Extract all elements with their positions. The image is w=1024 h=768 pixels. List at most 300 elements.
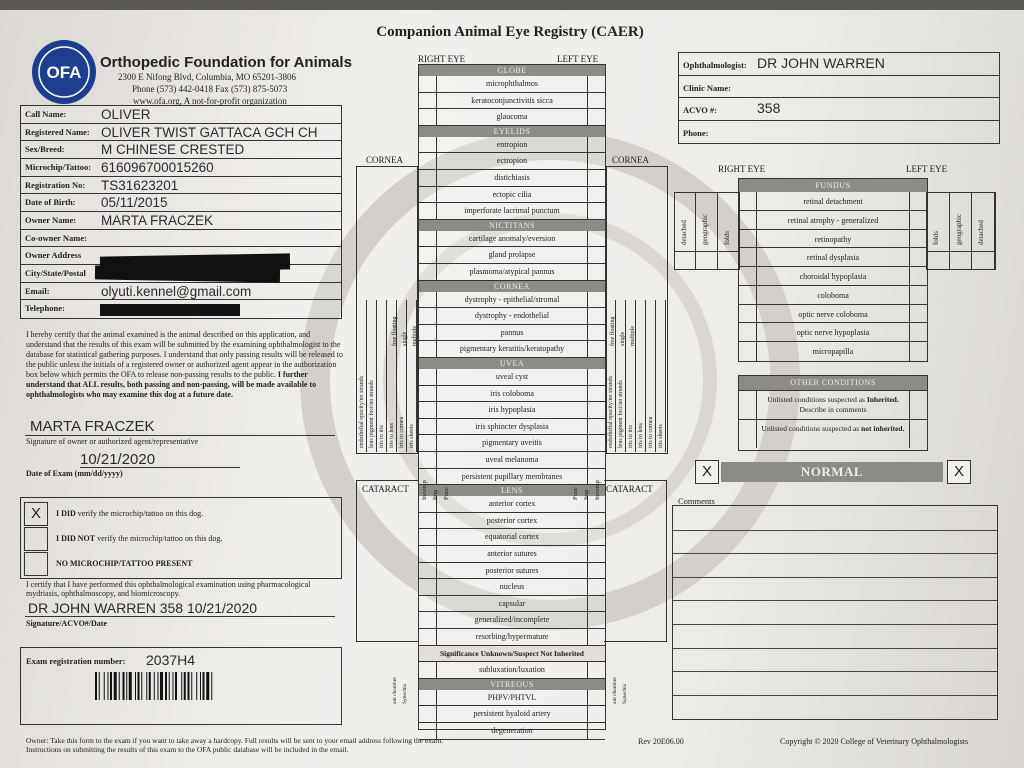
dog-info-table [20,105,342,319]
org-phone: Phone (573) 442-0418 Fax (573) 875-5073 [132,84,288,94]
dog-field-label: Date of Birth: [25,197,76,208]
fundus-side-label: geographic [954,213,963,245]
finding-label: ectropion [496,156,528,166]
fundus-label: micropapilla [812,347,854,357]
finding-left-checkbox[interactable] [587,170,605,186]
finding-label: PHPV/PHTVL [487,692,537,702]
side-check-column[interactable] [397,300,407,452]
redacted-phone [100,304,240,316]
fundus-side-checkbox[interactable] [718,251,739,269]
cornea-side-label: single [620,331,626,346]
fundus-right-checkbox[interactable] [739,192,757,210]
fundus-table [738,178,928,362]
finding-row [419,153,605,170]
fundus-right-checkbox[interactable] [739,305,757,323]
cornea-side-label: single [402,331,408,346]
fundus-label: retinal atrophy - generalized [787,215,879,225]
certify-text: I hereby certify that the animal examined is the animal described on this application, and understand that the results of this exam will be submitted by the examining ophthalmologist to the database for statistical gathering purposes. I understand that only passing results will be released to the public unless the initials of a registered owner or authorized agent appear in the authorization box below which permits the OFA to release non-passing results to the public. [26,330,344,379]
verify-option-bold: I DID [56,509,76,518]
dog-field-label: Microchip/Tattoo: [25,162,92,172]
finding-right-checkbox[interactable] [419,264,437,280]
finding-row [419,546,605,563]
dog-field-label: Email: [25,285,50,296]
finding-row [419,369,605,386]
fundus-side-column[interactable] [950,193,973,251]
finding-label: plasmoma/atypical pannus [469,267,555,276]
dog-field-label: Registration No: [25,179,86,190]
finding-right-checkbox[interactable] [419,629,437,645]
vitreous-side-label: Synechia [402,683,408,704]
cataract-box-right [356,480,419,642]
center-left-eye-label: LEFT EYE [557,54,599,64]
other-condition-label [761,424,905,434]
fundus-right-checkbox[interactable] [739,248,757,266]
finding-label: entropion [496,139,528,149]
dog-field-value[interactable]: olyuti.kennel@gmail.com [101,283,252,299]
finding-row [419,325,605,342]
finding-left-checkbox[interactable] [587,723,605,739]
svg-text:OFA: OFA [46,63,82,82]
finding-row [419,231,605,248]
cornea-side-label: free floating [610,316,616,346]
exam-reg-label: Exam registration number: [26,656,126,666]
finding-right-checkbox[interactable] [419,402,437,418]
dog-field-label: Telephone: [25,303,65,314]
cataract-column-label: Punc [443,487,450,500]
cataract-column-label: Punc [572,487,579,500]
center-findings-table [418,64,606,735]
other-conditions-header: OTHER CONDITIONS [739,376,927,390]
finding-right-checkbox[interactable] [419,563,437,579]
fundus-side-right [674,192,740,270]
cornea-label-left: CORNEA [612,155,650,165]
side-column-label: iris to cornea [647,416,654,448]
fundus-side-column[interactable] [718,193,739,251]
finding-left-checkbox[interactable] [587,612,605,628]
finding-label: distichiasis [494,173,530,182]
finding-row [419,93,605,110]
dog-field-row [21,159,341,177]
fundus-label: choroidal hypoplasia [799,272,867,282]
finding-label: imperforate lacrimal punctum [464,206,560,216]
finding-right-checkbox[interactable] [419,662,437,678]
finding-right-checkbox[interactable] [419,153,437,169]
finding-right-checkbox[interactable] [419,706,437,722]
fundus-side-label: folds [932,231,940,245]
cataract-column-label: Incomp [594,480,601,500]
other-condition-text: Unlisted conditions suspected as [767,395,867,404]
fundus-side-column[interactable] [927,193,950,251]
finding-right-checkbox[interactable] [419,690,437,706]
finding-label: cartilage anomaly/eversion [468,233,556,243]
finding-row [419,203,605,220]
comment-line [673,671,997,672]
finding-label: ectopic cilia [492,189,532,199]
dog-field-value[interactable]: MARTA FRACZEK [101,213,214,228]
cataract-label-right: CATARACT [362,484,409,494]
comments-box[interactable] [672,505,998,720]
finding-left-checkbox[interactable] [587,137,605,153]
dog-field-label: Co-owner Name: [25,232,87,243]
finding-left-checkbox[interactable] [587,203,605,219]
section-header: UVEA [419,358,605,369]
comments-label: Comments [678,496,715,506]
finding-left-checkbox[interactable] [587,308,605,324]
fundus-right-eye-label: RIGHT EYE [718,164,766,174]
finding-label: iris coloboma [490,388,534,398]
fundus-side-checkbox[interactable] [950,251,973,269]
finding-row [419,513,605,530]
other-condition-bold: not inherited. [861,424,905,433]
comment-line [673,553,997,554]
finding-label: glaucoma [496,112,528,122]
normal-label: NORMAL [721,462,943,482]
finding-row [419,137,605,154]
finding-right-checkbox[interactable] [419,369,437,385]
fundus-left-checkbox[interactable] [909,248,927,266]
fundus-side-column[interactable] [972,193,995,251]
finding-label: generalized/incomplete [474,615,550,625]
fundus-left-checkbox[interactable] [909,267,927,285]
finding-row [419,563,605,580]
fundus-side-checkbox[interactable] [696,251,717,269]
finding-left-checkbox[interactable] [587,452,605,468]
finding-right-checkbox[interactable] [419,203,437,219]
ophthalmologist-field-value[interactable]: DR JOHN WARREN [757,55,885,71]
dog-field-row [21,141,341,159]
finding-left-checkbox[interactable] [587,546,605,562]
ophthalmologist-field-value[interactable]: 358 [757,100,781,116]
fundus-side-checkbox[interactable] [675,251,696,269]
finding-label: degeneration [491,726,533,735]
ophthalmologist-field-row [679,76,999,99]
other-condition-left-checkbox[interactable] [909,391,927,419]
finding-right-checkbox[interactable] [419,247,437,263]
finding-left-checkbox[interactable] [587,264,605,280]
side-check-column[interactable] [357,300,367,452]
other-condition-label [761,395,905,415]
normal-right-checkbox[interactable]: X [695,460,719,484]
owner-signature-label: Signature of owner or authorized agent/representative [26,437,199,446]
finding-label: dystrophy - endothelial [474,311,550,321]
comment-line [673,648,997,649]
normal-bar [695,460,971,484]
finding-row [419,612,605,629]
fundus-row [739,323,927,342]
fundus-right-checkbox[interactable] [739,267,757,285]
revision: Rev 20E06.00 [638,737,684,746]
finding-left-checkbox[interactable] [587,579,605,595]
dog-field-row [21,177,341,195]
fundus-side-checkbox[interactable] [972,251,995,269]
finding-right-checkbox[interactable] [419,612,437,628]
finding-left-checkbox[interactable] [587,292,605,308]
fundus-right-checkbox[interactable] [739,323,757,341]
fundus-row [739,286,927,305]
verify-option-label [56,559,192,568]
owner-certification [26,330,344,400]
finding-left-checkbox[interactable] [587,325,605,341]
verify-checkbox[interactable]: X [24,502,48,526]
ophthalmologist-field-row [679,98,999,121]
verify-checkbox[interactable] [24,552,48,576]
finding-label: uveal melanoma [485,455,539,464]
finding-left-checkbox[interactable] [587,76,605,92]
finding-right-checkbox[interactable] [419,137,437,153]
side-column-label: endothelial opacity/no strands [607,376,614,448]
fundus-side-label: detached [977,220,986,245]
finding-row [419,308,605,325]
exam-reg-number: 2037H4 [146,652,196,668]
side-columns-right-eye [357,300,417,452]
fundus-label: retinal detachment [803,197,863,206]
normal-left-checkbox[interactable]: X [947,460,971,484]
dog-field-label: Sex/Breed: [25,144,65,155]
finding-left-checkbox[interactable] [587,153,605,169]
fundus-header: FUNDUS [739,179,927,192]
finding-label: anterior cortex [488,499,536,509]
finding-row [419,579,605,596]
cataract-box-left [604,480,667,642]
scan-top-edge [0,0,1024,10]
finding-left-checkbox[interactable] [587,435,605,451]
finding-left-checkbox[interactable] [587,629,605,645]
side-check-column[interactable] [367,300,377,452]
side-column-label: iris to iris [378,424,385,448]
fundus-right-checkbox[interactable] [739,286,757,304]
comment-line [673,577,997,578]
cornea-side-label: multiple [412,326,418,346]
section-header: EYELIDS [419,126,605,137]
finding-label: pigmentary keratitis/keratopathy [459,344,565,354]
cornea-side-label: free floating [392,316,398,346]
finding-row [419,662,605,679]
fundus-row [739,267,927,286]
fundus-left-checkbox[interactable] [909,342,927,361]
finding-right-checkbox[interactable] [419,529,437,545]
dog-field-value[interactable]: OLIVER TWIST GATTACA GCH CH [101,124,318,140]
finding-label: posterior sutures [485,565,539,575]
comment-line [673,530,997,531]
finding-left-checkbox[interactable] [587,402,605,418]
finding-right-checkbox[interactable] [419,513,437,529]
section-header: VITREOUS [419,679,605,690]
other-condition-text: Unlisted conditions suspected as [761,424,862,433]
fundus-side-column[interactable] [675,193,696,251]
fundus-left-checkbox[interactable] [909,192,927,210]
fundus-left-checkbox[interactable] [909,211,927,229]
fundus-label: optic nerve coloboma [798,309,868,319]
fundus-side-checkbox[interactable] [927,251,950,269]
finding-right-checkbox[interactable] [419,109,437,125]
finding-label: capsular [498,598,526,608]
side-check-column[interactable] [377,300,387,452]
fundus-row [739,230,927,249]
finding-right-checkbox[interactable] [419,231,437,247]
other-condition-left-checkbox[interactable] [909,420,927,448]
finding-right-checkbox[interactable] [419,386,437,402]
cataract-column-label: Imp [432,489,439,500]
finding-right-checkbox[interactable] [419,596,437,612]
side-column-label: iris sheets [657,424,664,448]
finding-row [419,419,605,436]
finding-label: pigmentary uveitis [482,438,542,448]
finding-left-checkbox[interactable] [587,93,605,109]
dog-field-label: Owner Name: [25,215,77,225]
ofa-logo-icon [30,38,98,106]
ophthalmologist-field-label: Ophthalmologist: [683,60,747,70]
side-column-label: endothelial opacity/no strands [358,376,365,448]
fundus-side-column[interactable] [696,193,717,251]
finding-right-checkbox[interactable] [419,325,437,341]
side-check-column[interactable] [636,300,646,452]
exam-date-label: Date of Exam (mm/dd/yyyy) [26,469,123,478]
finding-label: resorbing/hypermature [475,632,549,641]
fundus-row [739,305,927,324]
other-condition-right-checkbox[interactable] [739,420,757,448]
certify-bold-text: I further understand that ALL results, both passing and non-passing, will be made available to ophthalmologists who may examine this dog at a future date. [26,370,317,399]
dog-field-value[interactable]: M CHINESE CRESTED [101,142,245,158]
verify-option-text: verify the microchip/tattoo on this dog. [75,509,204,518]
verify-items [24,502,324,578]
section-header: NICTITANS [419,220,605,231]
finding-row [419,76,605,93]
vitreous-side-label: Synechia [622,683,628,704]
dog-field-value[interactable]: OLIVER [101,107,151,122]
finding-right-checkbox[interactable] [419,187,437,203]
finding-label: gland prolapse [488,250,536,260]
finding-right-checkbox[interactable] [419,419,437,435]
finding-left-checkbox[interactable] [587,529,605,545]
fundus-right-checkbox[interactable] [739,342,757,361]
finding-left-checkbox[interactable] [587,369,605,385]
side-check-column[interactable] [407,300,417,452]
finding-left-checkbox[interactable] [587,662,605,678]
finding-row [419,247,605,264]
verify-checkbox[interactable] [24,527,48,551]
side-check-column[interactable] [616,300,626,452]
finding-left-checkbox[interactable] [587,513,605,529]
finding-right-checkbox[interactable] [419,292,437,308]
finding-left-checkbox[interactable] [587,690,605,706]
verify-option-label [56,534,222,543]
finding-label: persistent hyaloid artery [473,709,551,719]
verify-option-label [56,509,203,518]
dog-field-value[interactable]: TS31623201 [101,177,179,193]
cataract-label-left: CATARACT [606,484,653,494]
finding-row [419,435,605,452]
finding-right-checkbox[interactable] [419,579,437,595]
verify-option-bold: NO MICROCHIP/TATTOO PRESENT [56,559,193,568]
fundus-left-checkbox[interactable] [909,323,927,341]
fundus-row [739,342,927,361]
other-condition-bold: Inherited. [866,395,899,404]
fundus-side-label: folds [722,231,731,245]
other-condition-after: Describe in comments [799,405,867,414]
finding-label: posterior cortex [486,515,538,525]
significance-header: Significance Unknown/Suspect Not Inherited [419,646,605,663]
finding-right-checkbox[interactable] [419,341,437,357]
finding-right-checkbox[interactable] [419,308,437,324]
fundus-left-checkbox[interactable] [909,305,927,323]
finding-left-checkbox[interactable] [587,109,605,125]
section-header: CORNEA [419,281,605,292]
finding-right-checkbox[interactable] [419,93,437,109]
examiner-signature-label: Signature/ACVO#/Date [26,619,108,628]
finding-row [419,723,605,740]
fundus-row [739,192,927,211]
finding-label: persistent pupillary membranes [461,471,563,481]
finding-right-checkbox[interactable] [419,170,437,186]
ophthalmologist-box [678,52,1000,144]
finding-row [419,292,605,309]
finding-left-checkbox[interactable] [587,563,605,579]
ophthalmologist-field-row [679,53,999,76]
finding-label: anterior sutures [487,549,537,558]
finding-row [419,596,605,613]
finding-row [419,386,605,403]
finding-right-checkbox[interactable] [419,76,437,92]
side-check-column[interactable] [656,300,666,452]
finding-left-checkbox[interactable] [587,386,605,402]
side-column-label: lens pigment foci/no strands [368,380,375,448]
other-condition-right-checkbox[interactable] [739,391,757,419]
finding-label: keratoconjunctivitis sicca [471,95,553,105]
finding-row [419,690,605,707]
finding-left-checkbox[interactable] [587,247,605,263]
examiner-signature: DR JOHN WARREN 358 10/21/2020 [28,600,258,616]
finding-row [419,402,605,419]
ophthalmologist-field-label: Phone: [683,127,709,138]
finding-left-checkbox[interactable] [587,419,605,435]
verify-option-bold: I DID NOT [56,534,96,543]
other-conditions-box [738,375,928,451]
dog-field-row [21,230,341,248]
finding-right-checkbox[interactable] [419,546,437,562]
finding-row [419,706,605,723]
finding-row [419,170,605,187]
fundus-right-checkbox[interactable] [739,230,757,248]
finding-right-checkbox[interactable] [419,435,437,451]
side-check-column[interactable] [626,300,636,452]
dog-field-value[interactable]: 05/11/2015 [101,195,168,211]
side-check-column[interactable] [646,300,656,452]
barcode-icon [95,672,255,700]
section-header: GLOBE [419,65,605,76]
side-column-label: iris to lens [388,423,395,448]
finding-left-checkbox[interactable] [587,341,605,357]
finding-left-checkbox[interactable] [587,231,605,247]
finding-right-checkbox[interactable] [419,452,437,468]
finding-left-checkbox[interactable] [587,706,605,722]
finding-right-checkbox[interactable] [419,723,437,739]
fundus-left-checkbox[interactable] [909,286,927,304]
finding-row [419,109,605,126]
other-condition-row [739,390,927,419]
fundus-left-checkbox[interactable] [909,230,927,248]
cataract-column-label: Incomp [421,480,428,500]
dog-field-row [21,194,341,212]
fundus-right-checkbox[interactable] [739,211,757,229]
finding-left-checkbox[interactable] [587,596,605,612]
side-column-label: lens pigment foci/no strands [617,380,624,448]
dog-field-value[interactable]: 616096700015260 [101,160,214,175]
finding-label: subluxation/luxation [479,665,545,675]
dog-field-label: Call Name: [25,109,67,119]
comment-line [673,695,997,696]
finding-left-checkbox[interactable] [587,187,605,203]
fundus-side-label: detached [680,220,688,245]
